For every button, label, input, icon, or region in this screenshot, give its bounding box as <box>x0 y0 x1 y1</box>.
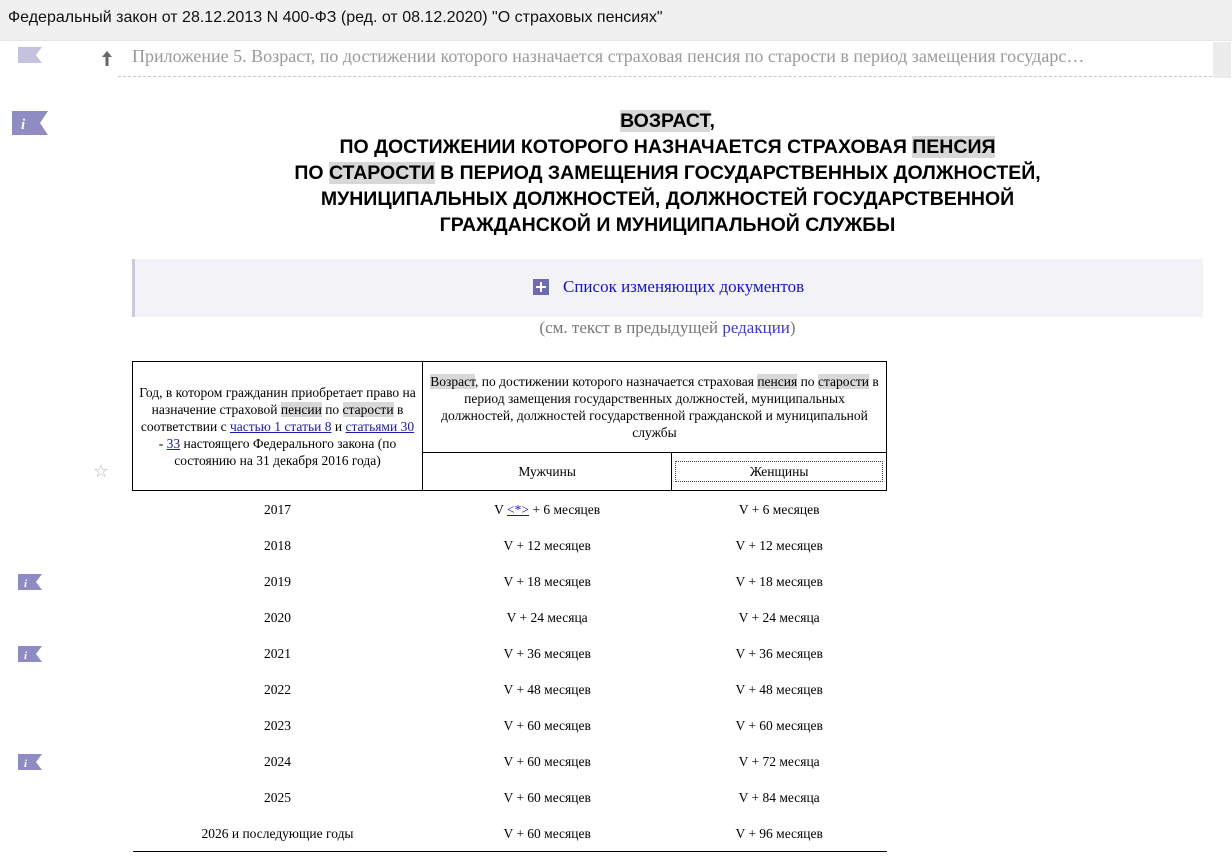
search-highlight: пенсии <box>280 401 322 417</box>
heading-text: ПО <box>294 162 329 184</box>
women-column-header <box>672 453 887 491</box>
info-flag-icon[interactable] <box>18 646 42 662</box>
women-cell: V + 72 месяца <box>738 753 820 769</box>
men-cell: V <*> + 6 месяцев <box>494 501 601 517</box>
table-row <box>133 671 887 707</box>
divider <box>118 76 1212 77</box>
search-highlight: ПЕНСИЯ <box>912 136 996 158</box>
year-cell: 2021 <box>264 645 291 661</box>
changes-list-link[interactable]: Список изменяющих документов <box>563 277 805 296</box>
heading-text: ГРАЖДАНСКОЙ И МУНИЦИПАЛЬНОЙ СЛУЖБЫ <box>439 214 896 236</box>
table-row <box>133 707 887 743</box>
women-cell: V + 48 месяцев <box>735 681 823 697</box>
women-cell: V + 18 месяцев <box>735 573 823 589</box>
page-title <box>132 108 1203 238</box>
women-cell: V + 6 месяцев <box>738 501 820 517</box>
table-row <box>133 779 887 815</box>
svg-text:i: i <box>21 117 26 133</box>
men-cell: V + 18 месяцев <box>503 573 591 589</box>
changes-panel <box>132 259 1203 317</box>
search-highlight: старости <box>817 374 869 389</box>
svg-text:i: i <box>24 758 28 770</box>
age-column-header: Возраст, по достижении которого назначается страховая пенсия по старости в период замещения государственных должностей, муниципальных должностей, должностей государственной гражданской и муниципальной службы <box>423 362 887 453</box>
law-link[interactable]: статьями 30 <box>345 418 415 434</box>
table-row <box>133 527 887 563</box>
men-column-header: Мужчины <box>423 453 672 491</box>
search-highlight: Возраст <box>430 374 476 389</box>
year-cell: 2023 <box>264 717 291 733</box>
women-cell: V + 12 месяцев <box>735 537 823 553</box>
heading-text: , <box>709 110 715 132</box>
men-cell: V + 36 месяцев <box>503 645 591 661</box>
year-cell: 2020 <box>264 609 291 625</box>
heading-text: ПО ДОСТИЖЕНИИ КОТОРОГО НАЗНАЧАЕТСЯ СТРАХОВАЯ <box>339 136 913 158</box>
men-cell: V + 60 месяцев <box>503 753 591 769</box>
women-cell: V + 84 месяца <box>738 789 820 805</box>
previous-edition-link[interactable]: редакции <box>722 318 790 337</box>
window-title: Федеральный закон от 28.12.2013 N 400-ФЗ (ред. от 08.12.2020) "О страховых пенсиях" <box>0 0 1232 40</box>
men-cell: V + 48 месяцев <box>503 681 591 697</box>
up-arrow-icon[interactable] <box>100 48 114 68</box>
pension-age-table <box>132 361 887 852</box>
search-highlight: пенсия <box>757 374 798 389</box>
table-row <box>133 563 887 599</box>
svg-text:i: i <box>24 650 28 662</box>
selected-cell[interactable]: Женщины <box>675 461 883 482</box>
law-link[interactable]: 33 <box>166 435 181 451</box>
info-flag-icon[interactable] <box>12 111 48 135</box>
footnote-link[interactable]: <*> <box>507 501 529 517</box>
year-cell: 2026 и последующие годы <box>133 815 423 852</box>
table-row <box>133 815 887 852</box>
appendix-nav-link[interactable]: Приложение 5. Возраст, по достижении которого назначается страховая пенсия по старости в период замещения государс… <box>132 46 1085 66</box>
info-flag-icon[interactable] <box>18 754 42 770</box>
men-cell: V + 60 месяцев <box>503 789 591 805</box>
men-cell: V + 60 месяцев <box>503 717 591 733</box>
table-row <box>133 491 887 528</box>
table-row <box>133 743 887 779</box>
plus-square-icon[interactable] <box>533 279 549 295</box>
men-cell: V + 24 месяца <box>506 609 588 625</box>
year-cell: 2019 <box>264 573 291 589</box>
svg-text:i: i <box>24 578 28 590</box>
women-cell: V + 36 месяцев <box>735 645 823 661</box>
table-row <box>133 635 887 671</box>
men-cell: V + 12 месяцев <box>503 537 591 553</box>
changes-toggle[interactable] <box>533 277 804 297</box>
women-cell: V + 24 месяца <box>738 609 820 625</box>
note-text: (см. текст в предыдущей <box>539 318 723 337</box>
note-text: ) <box>789 318 796 337</box>
search-highlight: старости <box>342 401 394 417</box>
year-cell: 2017 <box>264 501 291 517</box>
info-flag-icon[interactable] <box>18 574 42 590</box>
previous-edition-note <box>132 318 1203 338</box>
table-row <box>133 599 887 635</box>
men-cell: V + 60 месяцев <box>423 815 672 852</box>
year-cell: 2018 <box>264 537 291 553</box>
heading-text: В ПЕРИОД ЗАМЕЩЕНИЯ ГОСУДАРСТВЕННЫХ ДОЛЖНОСТЕЙ, <box>434 162 1041 184</box>
scrollbar[interactable] <box>1213 42 1231 78</box>
women-cell: V + 60 месяцев <box>735 717 823 733</box>
year-cell: 2022 <box>264 681 291 697</box>
star-icon[interactable]: ☆ <box>93 461 110 482</box>
year-column-header: Год, в котором гражданин приобретает право на назначение страховой пенсии по старости в соответствии с частью 1 статьи 8 и статьями 30 - 33 настоящего Федерального закона (по состоянию на 31 декабря 2016 года) <box>133 362 423 491</box>
law-link[interactable]: частью 1 статьи 8 <box>229 418 332 434</box>
year-cell: 2024 <box>264 753 291 769</box>
women-cell: V + 96 месяцев <box>672 815 887 852</box>
search-highlight: СТАРОСТИ <box>328 162 435 184</box>
year-cell: 2025 <box>264 789 291 805</box>
heading-text: МУНИЦИПАЛЬНЫХ ДОЛЖНОСТЕЙ, ДОЛЖНОСТЕЙ ГОСУДАРСТВЕННОЙ <box>320 188 1015 210</box>
info-flag-icon[interactable] <box>18 47 42 63</box>
divider <box>0 40 1232 41</box>
search-highlight: ВОЗРАСТ <box>620 110 710 132</box>
